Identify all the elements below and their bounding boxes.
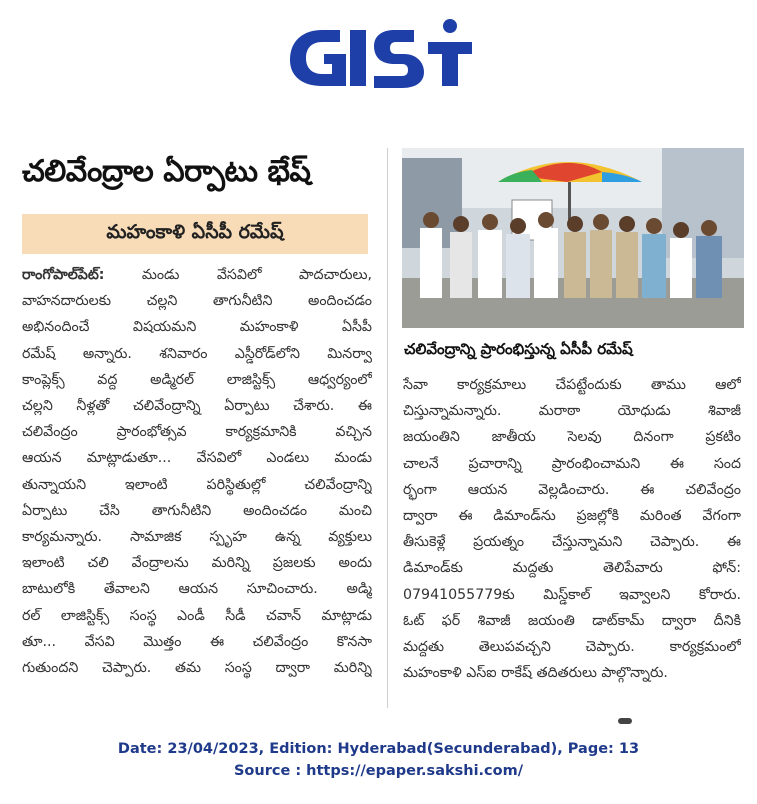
article-line: సేవా కార్యక్రమాలు చేపట్టేందుకు తాము ఆలో: [403, 377, 741, 393]
article-line: ఇలాంటి చలి వేంద్రాలను మరిన్ని ప్రజలకు అందు: [22, 555, 372, 572]
article-line: రల్ లాజిస్టిక్స్ సంస్థ ఎండీ సీడీ చవాన్ మాట్లాడు: [22, 607, 372, 624]
decorative-mark: [618, 718, 632, 724]
article-dateline: రాంగోపాల్‌పేట్:: [22, 267, 105, 283]
article-line: చాలనే ప్రచారాన్ని ప్రారంభించామని ఈ సంద: [403, 455, 741, 472]
photo-caption: చలివేంద్రాన్ని ప్రారంభిస్తున్న ఏసీపీ రమేష్: [404, 340, 633, 358]
column-divider: [387, 148, 388, 708]
page-footer: [0, 738, 757, 782]
article-line: [22, 262, 372, 288]
article-line: కార్యమన్నారు. సామాజిక స్పృహ ఉన్న వ్యక్తులు: [22, 529, 372, 546]
article-subhead: మహంకాళి ఏసీపీ రమేష్: [106, 220, 284, 243]
article-line: ద్వారా ఈ డిమాండ్‌ను ప్రజల్లోకి మరింత వేగంగా: [403, 508, 741, 525]
footer-date-edition: Date: 23/04/2023, Edition: Hyderabad(Secunderabad), Page: 13: [117, 741, 640, 757]
event-photo-illustration: [402, 148, 744, 328]
article-line: తున్నాయని ఇలాంటి పరిస్థితుల్లో చలివేంద్రాన్ని: [22, 476, 372, 493]
article-line: తూ... వేసవి మొత్తం ఈ చలివేంద్రం కొనసా: [22, 633, 372, 650]
article-line: మద్దతు తెలుపవచ్చని చెప్పారు. కార్యక్రమంలో: [403, 639, 741, 656]
footer-source-link[interactable]: Source : https://epaper.sakshi.com/: [233, 763, 524, 779]
article-line: అభినందించే విషయమని మహంకాళి ఏసీపీ: [22, 319, 372, 336]
article-line: చల్లని నీళ్లతో చలివేంద్రాన్ని ఏర్పాటు చేశారు. ఈ: [22, 398, 372, 415]
article-line: బాటులోకి తేవాలని ఆయన సూచించారు. అడ్మి: [22, 581, 372, 598]
article-line: కాంప్లెక్స్ వద్ద అడ్మిరల్ లాజిస్టిక్స్ ఆధ్వర్యంలో: [22, 371, 372, 388]
article-line: 07941055779కు మిస్డ్‌కాల్ ఇవ్వాలని కోరారు.: [403, 586, 741, 603]
article-line: జయంతిని జాతీయ సెలవు దినంగా ప్రకటిం: [403, 429, 741, 446]
article-right-column: [403, 372, 741, 686]
masthead-logo: [282, 12, 482, 92]
article-line: ఏర్పాటు చేసి తాగునీటిని అందించడం మంచి: [22, 502, 372, 519]
article-line: డిమాండ్‌కు మద్దతు తెలిపేవారు ఫోన్:: [403, 560, 741, 577]
article-line: వాహనదారులకు చల్లని తాగునీటిని అందించడం: [22, 293, 372, 310]
article-line: ఓట్ ఫర్ శివాజీ జయంతి డాట్‌కామ్ ద్వారా దీనికి: [403, 612, 741, 629]
article-line-text: మండు వేసవిలో పాదచారులు,: [104, 267, 372, 283]
article-line: ర్భంగా ఆయన వెల్లడించారు. ఈ చలివేంద్రం: [403, 481, 741, 498]
article-photo: [402, 148, 744, 328]
article-subhead-box: [22, 214, 368, 254]
article-line: రమేష్ అన్నారు. శనివారం ఎస్డీరోడ్‌లోని మినర్వా: [22, 345, 372, 362]
article-line: ఆయన మాట్లాడుతూ... వేసవిలో ఎండలు మండు: [22, 450, 372, 467]
article-line: చిస్తున్నామన్నారు. మరాఠా యోధుడు శివాజీ: [403, 403, 741, 420]
article-line: గుతుందని చెప్పారు. తమ సంస్థ ద్వారా మరిన్ని: [22, 660, 372, 677]
article-left-column: [22, 262, 372, 681]
article-line: చలివేంద్రం ప్రారంభోత్సవ కార్యక్రమానికి వచ్చిన: [22, 424, 372, 441]
article-line: మహంకాళి ఎస్ఐ రాకేష్ తదితరులు పాల్గొన్నారు.: [403, 665, 668, 682]
article-line: తీసుకెళ్లే ప్రయత్నం చేస్తున్నామని చెప్పారు. ఈ: [403, 534, 741, 551]
article-headline: చలివేంద్రాల ఏర్పాటు భేష్: [22, 154, 311, 189]
sakshi-logo-icon: [282, 12, 482, 92]
